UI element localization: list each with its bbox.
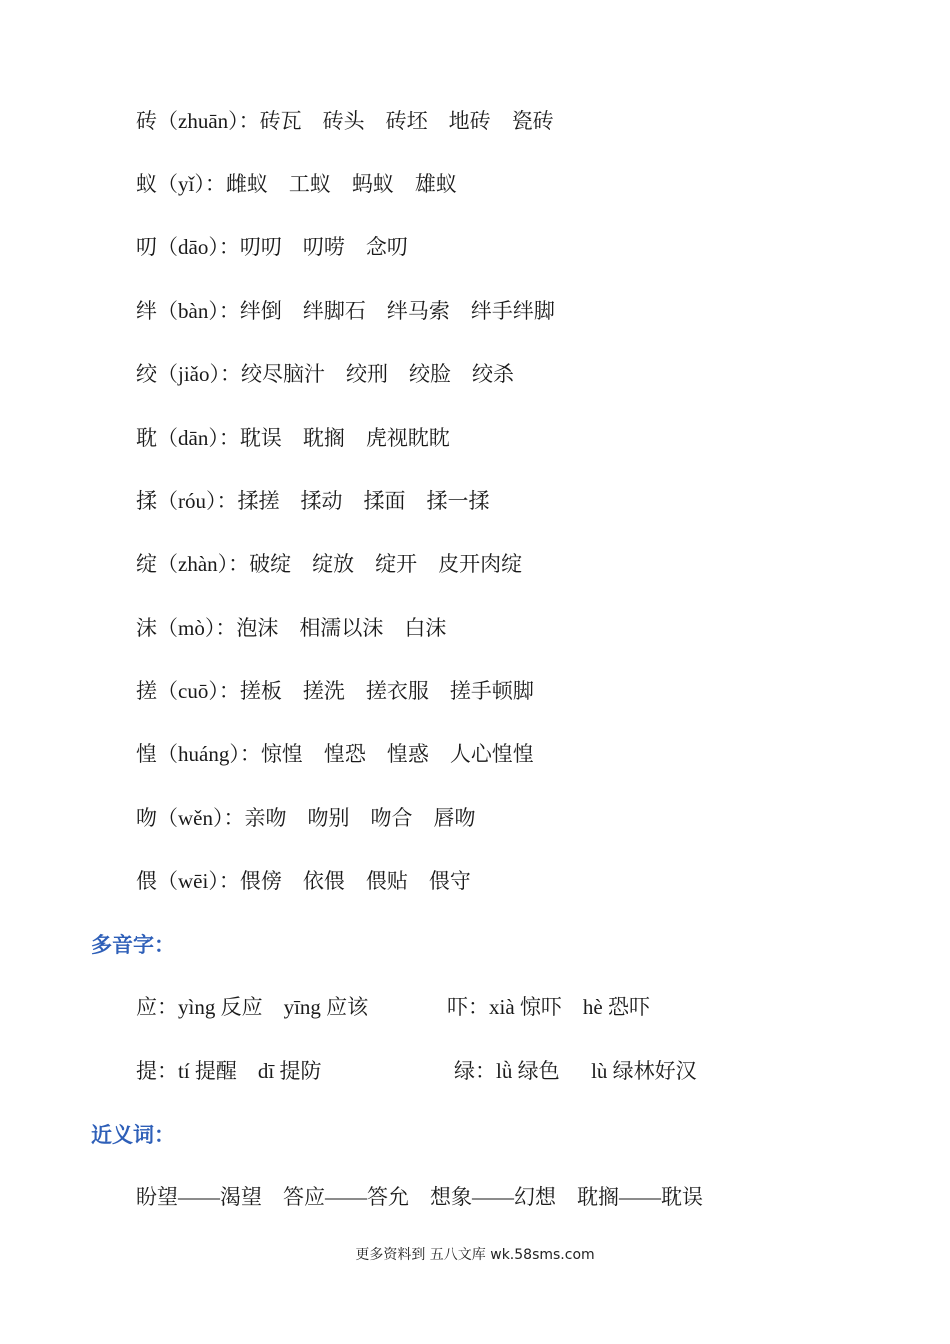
vocab-line-9: 沫（mò）：泡沫 相濡以沫 白沫 xyxy=(136,616,447,640)
vocab-line-10: 搓（cuō）：搓板 搓洗 搓衣服 搓手顿脚 xyxy=(136,679,534,703)
polyphonic-row-2-left: 提：tí 提醒 dī 提防 xyxy=(136,1059,322,1083)
vocab-line-7: 揉（róu）：揉搓 揉动 揉面 揉一揉 xyxy=(136,489,490,513)
polyphonic-heading: 多音字： xyxy=(91,933,175,957)
polyphonic-row-1-left: 应：yìng 反应 yīng 应该 xyxy=(136,995,369,1019)
vocab-line-11: 惶（huáng）：惊惶 惶恐 惶惑 人心惶惶 xyxy=(136,742,534,766)
vocab-line-1: 砖（zhuān）：砖瓦 砖头 砖坯 地砖 瓷砖 xyxy=(136,109,554,133)
polyphonic-row-1-right: 吓：xià 惊吓 hè 恐吓 xyxy=(447,995,650,1019)
vocab-line-3: 叨（dāo）：叨叨 叨唠 念叨 xyxy=(136,235,408,259)
vocab-line-12: 吻（wěn）：亲吻 吻别 吻合 唇吻 xyxy=(136,806,476,830)
synonyms-line: 盼望——渴望 答应——答允 想象——幻想 耽搁——耽误 xyxy=(136,1185,703,1209)
vocab-line-8: 绽（zhàn）：破绽 绽放 绽开 皮开肉绽 xyxy=(136,552,523,576)
vocab-line-6: 耽（dān）：耽误 耽搁 虎视眈眈 xyxy=(136,426,450,450)
vocab-line-2: 蚁（yǐ）：雌蚁 工蚁 蚂蚁 雄蚁 xyxy=(136,172,457,196)
polyphonic-row-2-right: 绿：lǜ 绿色 lù 绿林好汉 xyxy=(454,1059,697,1083)
vocab-line-4: 绊（bàn）：绊倒 绊脚石 绊马索 绊手绊脚 xyxy=(136,299,555,323)
page-footer: 更多资料到 五八文库 wk.58sms.com xyxy=(355,1247,595,1263)
synonyms-heading: 近义词： xyxy=(91,1123,175,1147)
vocab-line-13: 偎（wēi）：偎傍 依偎 偎贴 偎守 xyxy=(136,869,471,893)
vocab-line-5: 绞（jiǎo）：绞尽脑汁 绞刑 绞脸 绞杀 xyxy=(136,362,514,386)
